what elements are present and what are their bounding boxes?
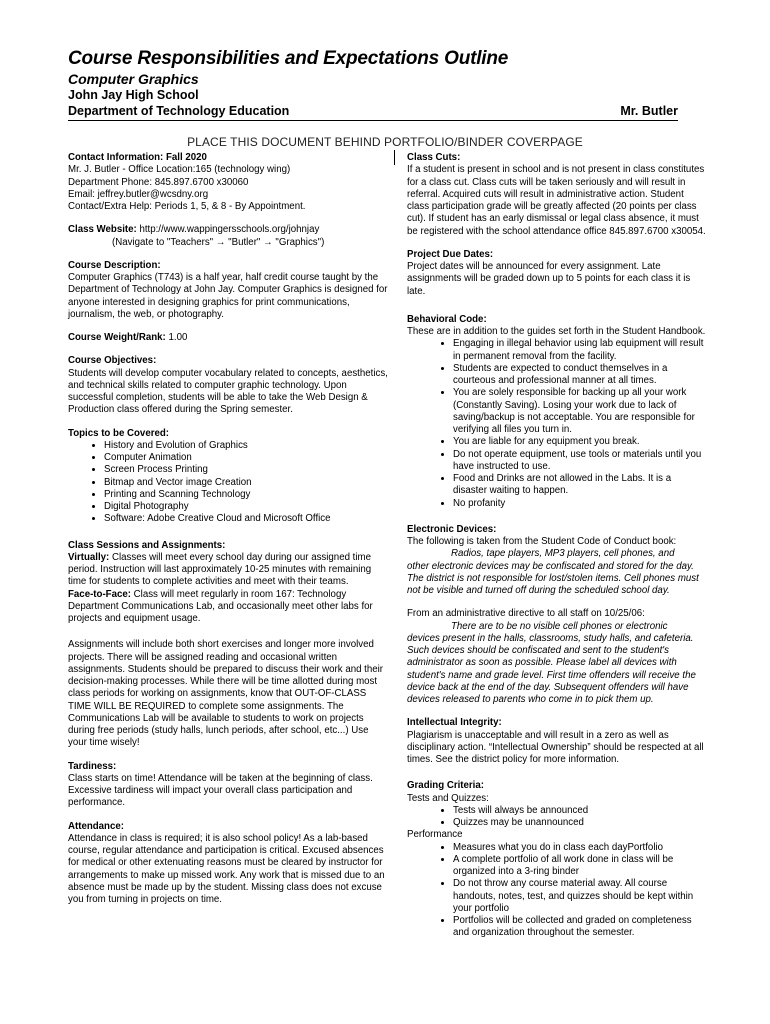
devices-quote-first: Radios, tape players, MP3 players, cell phones, and [451, 548, 675, 560]
list-item: • History and Evolution of Graphics [104, 440, 388, 452]
teacher-name: Mr. Butler [620, 104, 678, 118]
tests-label: Tests and Quizzes: [407, 792, 489, 804]
grading-heading: Grading Criteria: [407, 780, 484, 792]
assignments-section [68, 639, 388, 749]
list-item: • Printing and Scanning Technology [104, 489, 388, 501]
behavior-list [407, 338, 707, 510]
list-item: • Students are expected to conduct themselves in a courteous and professional manner at all times. [453, 363, 707, 388]
due-dates-heading: Project Due Dates: [407, 248, 494, 260]
weight-section [68, 332, 388, 344]
list-item: • A complete portfolio of all work done in class will be organized into a 3-ring binder [453, 854, 707, 879]
f2f-label: Face-to-Face: [68, 588, 131, 600]
website-link[interactable]: http://www.wappingersschools.org/johnjay [139, 224, 320, 236]
contact-heading: Contact Information: Fall 2020 [68, 152, 207, 163]
integrity-section [407, 717, 707, 766]
contact-line: Mr. J. Butler - Office Location:165 (technology wing) [68, 164, 291, 176]
school-name: John Jay High School [68, 88, 199, 102]
attendance-text: Attendance in class is required; it is also school policy! As a lab-based course, regular attendance and participation is critical. Excused absences for medical or other extenuating reasons must be cleared by instructor for arrangements to make up missed work. Any work that is missed due to an absence must be made up by the student. Missing class does not excuse you from turning in projects on time. [68, 832, 385, 905]
description-section [68, 260, 388, 321]
tardiness-heading: Tardiness: [68, 760, 117, 772]
virtual-text: Classes will meet every school day during our assigned time period. Instruction will last approximately 10-25 minutes with remaining time for students to complete activities and meet with their teams. [68, 551, 372, 588]
behavior-intro: These are in addition to the guides set forth in the Student Handbook. [407, 326, 706, 337]
sessions-section [68, 540, 388, 626]
list-item: • Computer Animation [104, 452, 388, 464]
list-item: • Do not operate equipment, use tools or materials until you have instructed to use. [453, 449, 707, 474]
list-item: • Quizzes may be unannounced [453, 817, 707, 829]
list-item: • Software: Adobe Creative Cloud and Microsoft Office [104, 513, 388, 525]
list-item: • Screen Process Printing [104, 464, 388, 476]
contact-section [68, 152, 388, 213]
topics-list [68, 440, 388, 526]
objectives-heading: Course Objectives: [68, 355, 157, 367]
tardiness-text: Class starts on time! Attendance will be taken at the beginning of class. Excessive tardiness will impact your overall class participation and performance. [68, 772, 373, 809]
admin-directive-section [407, 608, 707, 706]
grading-section [407, 780, 707, 939]
attendance-section [68, 821, 388, 907]
website-navigation: (Navigate to "Teachers" → "Butler" → "Graphics") [112, 236, 325, 248]
devices-section [407, 524, 707, 598]
behavior-section [407, 314, 707, 510]
cuts-text: If a student is present in school and is not present in class constitutes for a class cut. Class cuts will be taken seriously and will result in referral. Acquired cuts will result in administrative action. Student class participation grade will be greatly affected (20 points per class cut). If student has an early dismissal or legal class absence, it must be registered with the school attendance office 845.897.6700 x30054. [407, 164, 706, 237]
website-section [68, 224, 388, 249]
virtual-label: Virtually: [68, 551, 110, 563]
course-subtitle: Computer Graphics [68, 71, 199, 87]
admin-intro: From an administrative directive to all staff on 10/25/06: [407, 608, 645, 620]
tardiness-section [68, 761, 388, 810]
list-item: • Portfolios will be collected and graded on completeness and organization throughout the semester. [453, 915, 707, 940]
document-title: Course Responsibilities and Expectations Outline [68, 48, 509, 69]
cuts-section [407, 152, 707, 238]
topics-heading: Topics to be Covered: [68, 427, 170, 439]
left-column [68, 152, 388, 917]
devices-intro: The following is taken from the Student Code of Conduct book: [407, 536, 677, 547]
integrity-text: Plagiarism is unacceptable and will result in a zero as well as disciplinary action. “Intellectual Ownership” should be respected at all times. See the district policy for more information. [407, 729, 704, 765]
description-heading: Course Description: [68, 259, 161, 271]
f2f-text: Class will meet regularly in room 167: Technology Department Communications Lab, and occasionally meet other labs for projects and equipment usage. [68, 588, 373, 624]
weight-heading: Course Weight/Rank: [68, 332, 166, 343]
objectives-text: Students will develop computer vocabulary related to concepts, aesthetics, and technical skills related to computer graphic technology. Upon successful completion, students will be able to take the Web Design & Production class offered during the Spring semester. [68, 367, 388, 416]
admin-quote-rest: devices present in the halls, classrooms, study halls, and cafeteria. Such devices should be confiscated and sent to the student's administrator as soon as possible. Please label all devices with student's name and grade level. First time offenders will receive the device back at the end of the day. Subsequent offenders will have devices released to parents who come in to pick them up. [407, 632, 696, 705]
admin-quote-first: There are to be no visible cell phones or electronic [451, 620, 668, 632]
list-item: • Digital Photography [104, 501, 388, 513]
devices-quote-rest: other electronic devices may be confiscated and stored for the day. The district is not responsible for lost/stolen items. Cell phones must not be visible and turned off during the scheduled school day. [407, 560, 699, 596]
due-dates-text: Project dates will be announced for every assignment. Late assignments will be graded down up to 5 points for each class it is late. [407, 261, 691, 297]
objectives-section [68, 355, 388, 416]
contact-line: Email: jeffrey.butler@wcsdny.org [68, 188, 209, 200]
tests-list [407, 805, 707, 830]
list-item: • Food and Drinks are not allowed in the Labs. It is a disaster waiting to happen. [453, 473, 707, 498]
devices-heading: Electronic Devices: [407, 523, 497, 535]
list-item: • Tests will always be announced [453, 805, 707, 817]
sessions-heading: Class Sessions and Assignments: [68, 539, 226, 551]
weight-value: 1.00 [168, 332, 188, 343]
performance-list [407, 842, 707, 940]
placement-notice: PLACE THIS DOCUMENT BEHIND PORTFOLIO/BINDER COVERPAGE [187, 135, 583, 149]
topics-section [68, 428, 388, 526]
list-item: • Engaging in illegal behavior using lab equipment will result in permanent removal from the facility. [453, 338, 707, 363]
due-dates-section [407, 249, 707, 298]
list-item: • Measures what you do in class each dayPortfolio [453, 842, 707, 854]
list-item: • Do not throw any course material away. All course handouts, notes, test, and quizzes should be kept within your portfolio [453, 878, 707, 915]
website-heading: Class Website: [68, 224, 137, 236]
header-rule [68, 120, 678, 121]
list-item: • Bitmap and Vector image Creation [104, 477, 388, 489]
attendance-heading: Attendance: [68, 820, 124, 832]
description-text: Computer Graphics (T743) is a half year, half credit course taught by the Department of Technology at John Jay. Computer Graphics is designed for anyone interested in designing graphics for print communications, journalism, the web, or photography. [68, 272, 388, 320]
list-item: • No profanity [453, 498, 707, 510]
column-divider [394, 150, 395, 165]
contact-line: Department Phone: 845.897.6700 x30060 [68, 176, 249, 188]
behavior-heading: Behavioral Code: [407, 313, 487, 325]
integrity-heading: Intellectual Integrity: [407, 717, 502, 729]
department-name: Department of Technology Education [68, 104, 290, 118]
cuts-heading: Class Cuts: [407, 152, 461, 163]
list-item: • You are solely responsible for backing up all your work (Constantly Saving). Losing your work due to lack of saving/backup is not acceptable. You are responsible for verifying all files you turn in. [453, 387, 707, 436]
right-column [407, 152, 707, 951]
assignments-text: Assignments will include both short exercises and longer more involved projects. There will be assigned reading and occasional written assignments. Students should be prepared to discuss their work and their decision-making processes. While there will be time allotted during most class periods for working on assignments, know that OUT-OF-CLASS TIME WILL BE REQUIRED to complete some assignments. The Communications Lab will be available to students to work on projects during free periods (study halls, lunch periods, after school, etc...) Use your time wisely! [68, 639, 384, 749]
list-item: • You are liable for any equipment you break. [453, 436, 707, 448]
performance-label: Performance [407, 829, 463, 841]
contact-line: Contact/Extra Help: Periods 1, 5, & 8 - By Appointment. [68, 201, 306, 212]
